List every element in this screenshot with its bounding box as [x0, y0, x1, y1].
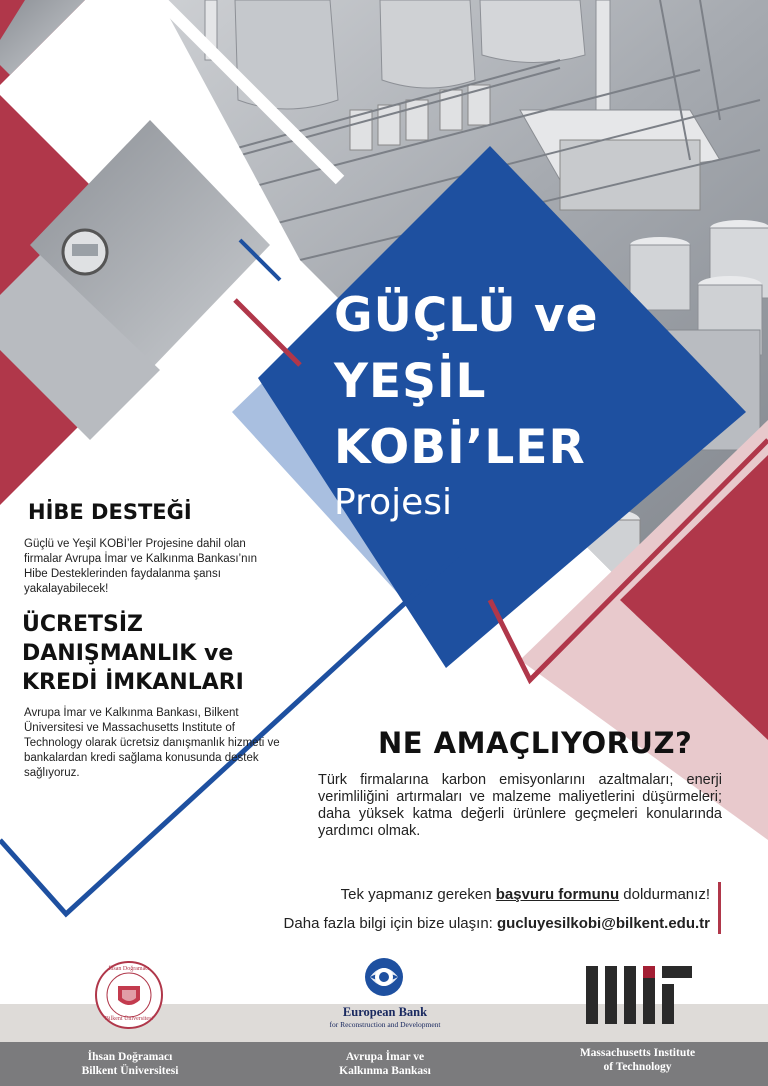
title-line-1: GÜÇLÜ ve [334, 288, 599, 343]
cta-apply-prefix: Tek yapmanız gereken [340, 886, 496, 903]
ebrd-logo-icon [364, 957, 404, 997]
ebrd-logo-text [300, 1005, 470, 1029]
title-subtitle: Projesi [334, 482, 453, 523]
mit-logo-icon [586, 966, 692, 1024]
bilkent-seal-year: 1984 [123, 1006, 135, 1012]
footer-label-mit-2: of Technology [603, 1061, 672, 1073]
crimson-diagonal-line [235, 300, 300, 365]
footer-label-bilkent [40, 1050, 220, 1078]
consulting-heading-1: ÜCRETSİZ [22, 612, 143, 637]
footer-label-ebrd-2: Kalkınma Bankası [339, 1065, 431, 1077]
contact-email-link[interactable]: gucluyesilkobi@bilkent.edu.tr [497, 915, 710, 932]
footer-label-ebrd [295, 1050, 475, 1078]
cta-accent-bar [718, 882, 721, 934]
consulting-text: Avrupa İmar ve Kalkınma Bankası, Bilkent Üniversitesi ve Massachusetts Institute of Technology olarak ücretsiz danışmanlık hizmeti ve bankalardan kredi sağlama konusunda destek sağlıyoruz. [24, 707, 280, 779]
cta-contact-line [284, 915, 710, 932]
goals-heading: NE AMAÇLIYORUZ? [378, 726, 693, 760]
footer-label-ebrd-1: Avrupa İmar ve [345, 1051, 425, 1063]
footer-label-mit [545, 1046, 730, 1074]
bilkent-seal-top-text: İhsan Doğramacı [108, 966, 150, 972]
ebrd-name: European Bank [342, 1005, 428, 1019]
title-line-2: YEŞİL [334, 354, 487, 409]
cta-contact-prefix: Daha fazla bilgi için bize ulaşın: [283, 915, 497, 932]
goals-text: Türk firmalarına karbon emisyonlarını azaltmaları; enerji verimliliğini artırmaları ve malzeme maliyetlerini düşürmeleri; daha yüksek katma değerli ürünlere geçmeleri konularında yardımcı olmak. [318, 772, 722, 839]
footer-label-bilkent-1: İhsan Doğramacı [87, 1051, 173, 1063]
bilkent-seal-bottom-text: Bilkent Üniversitesi [104, 1016, 154, 1022]
footer-label-mit-1: Massachusetts Institute [579, 1047, 696, 1059]
consulting-heading-2: DANIŞMANLIK ve [22, 641, 234, 666]
cta-apply-line [341, 886, 710, 903]
consulting-heading-3: KREDİ İMKANLARI [22, 670, 244, 695]
grant-heading: HİBE DESTEĞİ [28, 500, 192, 524]
footer-label-bilkent-2: Bilkent Üniversitesi [81, 1065, 179, 1077]
cta-apply-suffix: doldurmanız! [619, 886, 710, 903]
grant-text: Güçlü ve Yeşil KOBİ’ler Projesine dahil olan firmalar Avrupa İmar ve Kalkınma Bankası’nın Hibe Desteklerinden faydalanma şansı yakalayabilecek! [24, 538, 258, 595]
ebrd-subname: for Reconstruction and Development [329, 1020, 441, 1029]
title-line-3: KOBİ’LER [334, 420, 586, 475]
application-form-link[interactable]: başvuru formunu [495, 886, 620, 903]
